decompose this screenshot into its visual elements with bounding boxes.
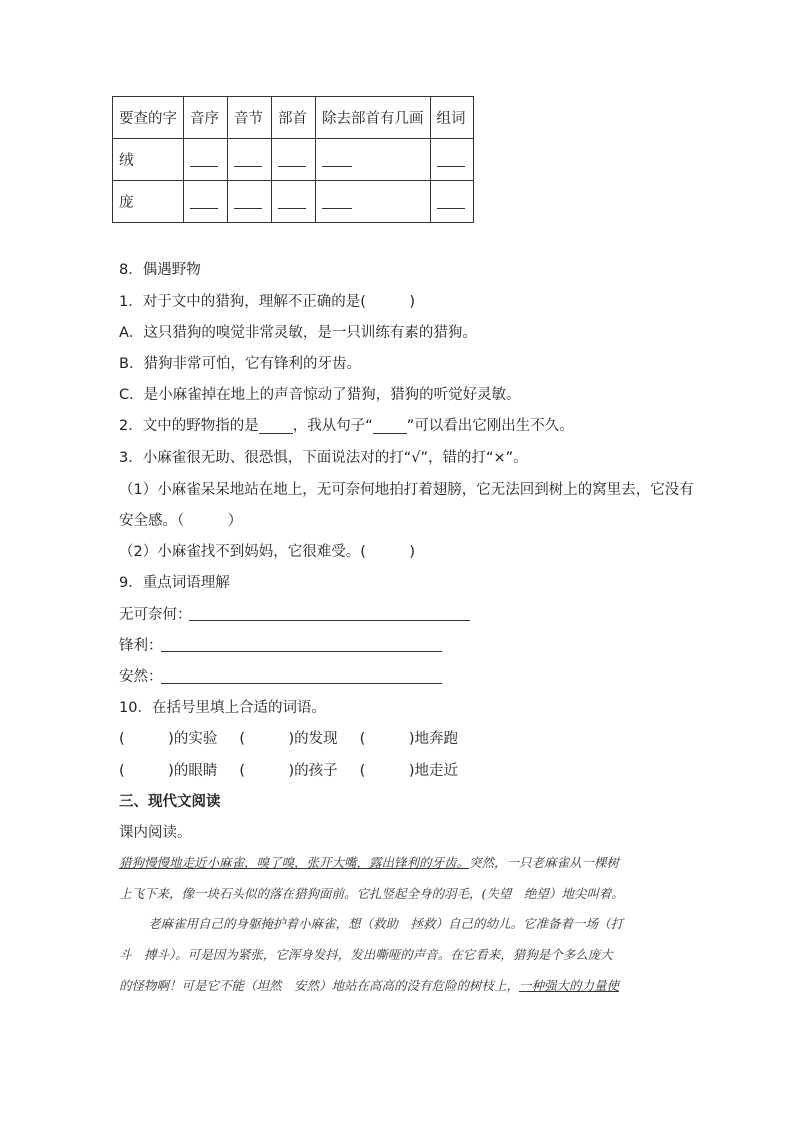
table-row xyxy=(113,181,474,223)
answer-blank[interactable] xyxy=(437,194,465,209)
answer-blank[interactable] xyxy=(234,152,262,167)
header-cell: 除去部首有几画 xyxy=(316,97,431,139)
answer-line[interactable] xyxy=(189,620,470,621)
option-b[interactable]: B．猎狗非常可怕，它有锋利的牙齿。 xyxy=(119,356,361,372)
answer-blank[interactable] xyxy=(278,152,306,167)
answer-blank[interactable] xyxy=(190,194,218,209)
question-text-part: ，我从句子“ xyxy=(292,418,373,434)
fill-item[interactable]: ( )的发现 xyxy=(239,731,338,747)
word-label: 无可奈何： xyxy=(119,607,192,623)
fill-row xyxy=(119,729,458,749)
reading-line: 老麻雀用自己的身躯掩护着小麻雀，想（救助 拯救）自己的幼儿。它准备着一场（打 xyxy=(148,916,624,931)
header-cell: 音节 xyxy=(228,97,272,139)
statement-text: （1）小麻雀呆呆地站在地上，无可奈何地拍打着翅膀，它无法回到树上的窝里去，它没有 xyxy=(119,482,694,498)
reading-text: 突然，一只老麻雀从一棵树 xyxy=(469,855,620,870)
question-title: 8．偶遇野物 xyxy=(119,262,201,278)
blank-cell[interactable] xyxy=(228,181,272,223)
answer-line[interactable] xyxy=(161,683,442,684)
question-text xyxy=(119,416,574,436)
header-cell: 组词 xyxy=(430,97,473,139)
reading-line xyxy=(119,976,619,996)
question-title: 10．在括号里填上合适的词语。 xyxy=(119,700,326,716)
header-cell: 要查的字 xyxy=(113,97,184,139)
statement-text[interactable]: 安全感。（ ） xyxy=(119,513,243,529)
question-text: 1．对于文中的猎狗，理解不正确的是( ) xyxy=(119,294,416,310)
answer-line[interactable] xyxy=(161,651,442,652)
reading-text: 的怪物啊！可是它不能（坦然 安然）地站在高高的没有危险的树枝上， xyxy=(119,978,520,993)
question-text: 3．小麻雀很无助、很恐惧，下面说法对的打“√”，错的打“×”。 xyxy=(119,450,528,466)
statement-text[interactable]: （2）小麻雀找不到妈妈，它很难受。( ) xyxy=(119,544,416,560)
fill-row xyxy=(119,761,458,781)
answer-blank[interactable] xyxy=(322,152,352,167)
answer-blank[interactable] xyxy=(190,152,218,167)
word-label: 安然： xyxy=(119,669,163,685)
section-title: 三、现代文阅读 xyxy=(119,794,221,810)
dictionary-lookup-table xyxy=(112,96,474,223)
option-c[interactable]: C．是小麻雀掉在地上的声音惊动了猎狗，猎狗的听觉好灵敏。 xyxy=(119,387,521,403)
blank-cell[interactable] xyxy=(316,139,431,181)
reading-line: 斗 搏斗）。可是因为紧张，它浑身发抖，发出嘶哑的声音。在它看来，猎狗是个多么庞大 xyxy=(119,947,613,962)
blank-cell[interactable] xyxy=(184,139,228,181)
blank-cell[interactable] xyxy=(272,139,316,181)
word-label: 锋利： xyxy=(119,638,163,654)
blank-cell[interactable] xyxy=(430,181,473,223)
fill-item[interactable]: ( )的眼睛 xyxy=(119,763,218,779)
blank-cell[interactable] xyxy=(430,139,473,181)
blank-cell[interactable] xyxy=(316,181,431,223)
answer-blank[interactable] xyxy=(322,194,352,209)
option-a[interactable]: A．这只猎狗的嗅觉非常灵敏，是一只训练有素的猎狗。 xyxy=(119,325,477,341)
blank-cell[interactable] xyxy=(272,181,316,223)
table-row xyxy=(113,139,474,181)
underlined-sentence: 猎狗慢慢地走近小麻雀，嗅了嗅，张开大嘴，露出锋利的牙齿。 xyxy=(119,855,470,870)
reading-line xyxy=(119,853,619,873)
lookup-char: 庞 xyxy=(113,181,184,223)
fill-item[interactable]: ( )地走近 xyxy=(359,763,458,779)
question-title: 9．重点词语理解 xyxy=(119,575,230,591)
reading-line: 上飞下来，像一块石头似的落在猎狗面前。它扎竖起全身的羽毛，(失望 绝望）地尖叫着。 xyxy=(119,886,624,901)
answer-blank[interactable] xyxy=(373,419,407,434)
answer-blank[interactable] xyxy=(234,194,262,209)
fill-item[interactable]: ( )的孩子 xyxy=(239,763,338,779)
question-text-part: 2．文中的野物指的是 xyxy=(119,418,259,434)
underlined-sentence: 一种强大的力量使 xyxy=(519,978,620,993)
answer-blank[interactable] xyxy=(259,419,293,434)
answer-blank[interactable] xyxy=(437,152,465,167)
section-subtitle: 课内阅读。 xyxy=(119,825,192,841)
answer-blank[interactable] xyxy=(278,194,306,209)
question-text-part: ”可以看出它刚出生不久。 xyxy=(406,418,574,434)
lookup-char: 绒 xyxy=(113,139,184,181)
header-cell: 音序 xyxy=(184,97,228,139)
table-header-row xyxy=(113,97,474,139)
fill-item[interactable]: ( )的实验 xyxy=(119,731,218,747)
fill-item[interactable]: ( )地奔跑 xyxy=(359,731,458,747)
blank-cell[interactable] xyxy=(228,139,272,181)
header-cell: 部首 xyxy=(272,97,316,139)
blank-cell[interactable] xyxy=(184,181,228,223)
